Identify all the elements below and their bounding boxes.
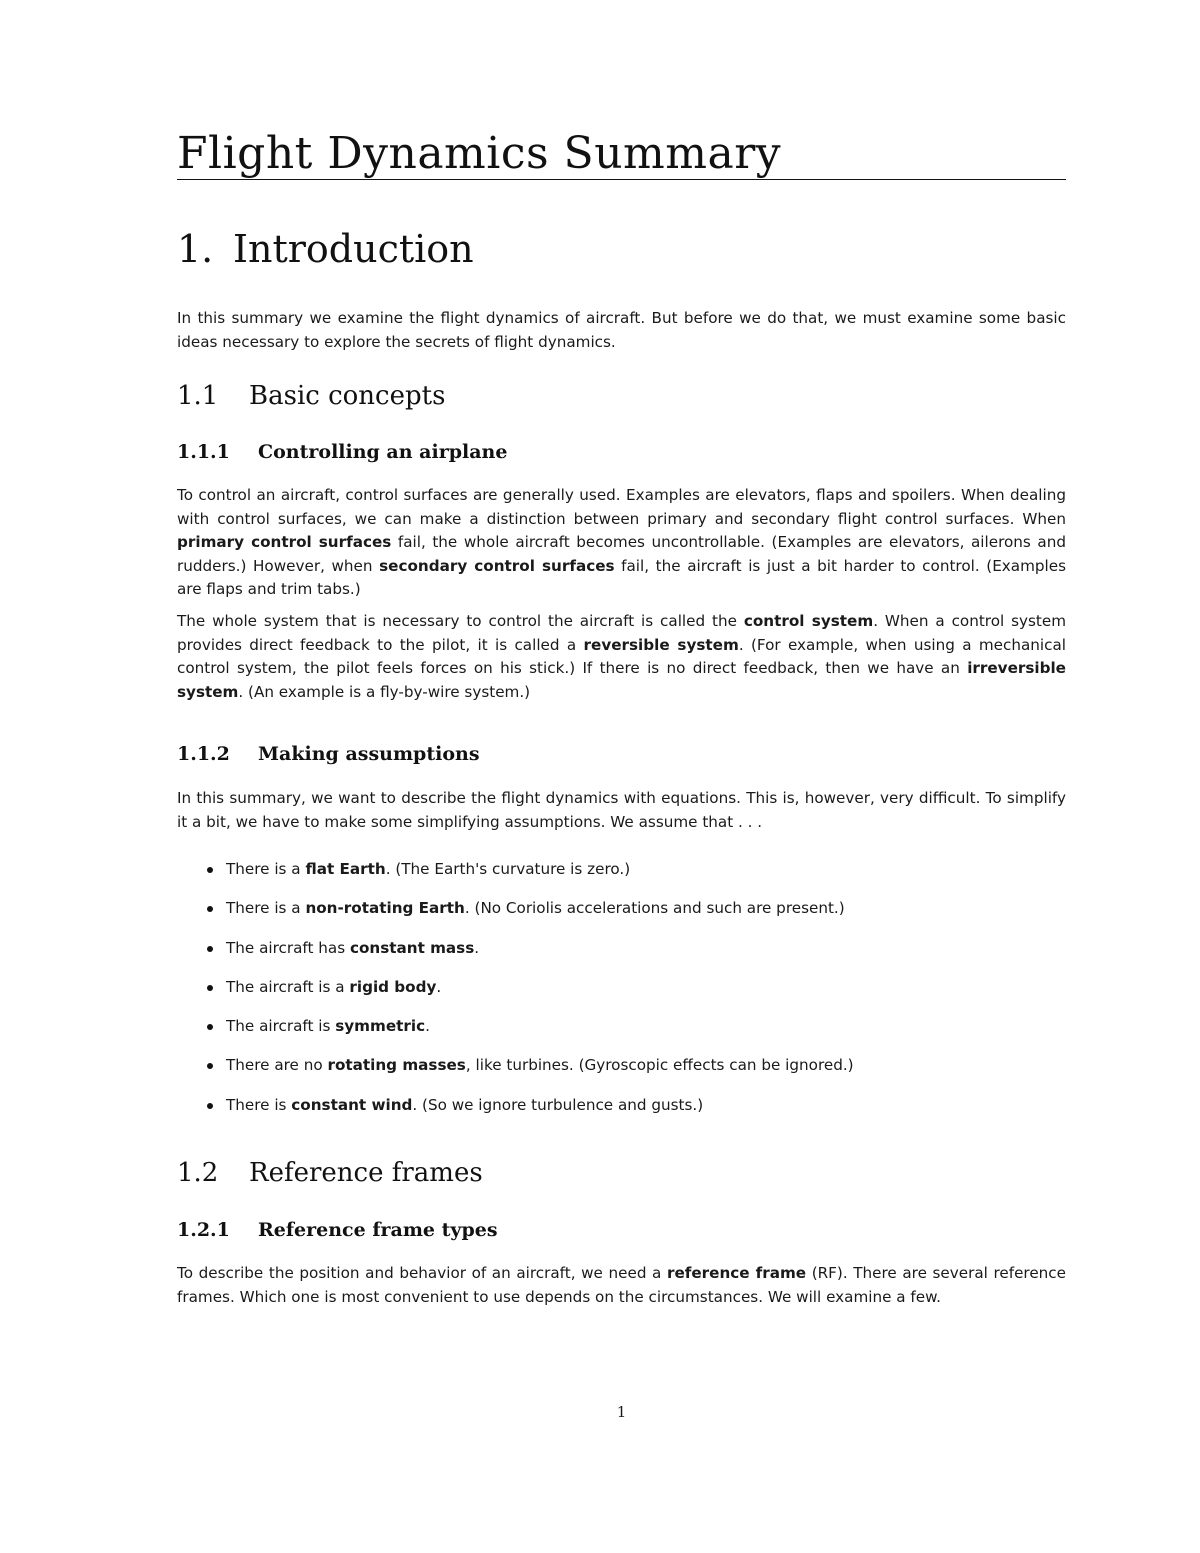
control-surfaces-paragraph (177, 484, 1066, 602)
term-irreversible-system: irreversible system (177, 659, 1066, 701)
bullet-icon (207, 867, 213, 873)
subsection-number: 1.1 (177, 381, 219, 411)
text-run: . (So we ignore turbulence and gusts.) (412, 1095, 704, 1114)
subsubsection-number: 1.1.2 (177, 743, 230, 765)
text-run: , like turbines. (Gyroscopic effects can be ignored.) (465, 1056, 854, 1075)
text-run: . (No Coriolis accelerations and such are present.) (464, 899, 845, 918)
text-run: There is a (226, 860, 306, 878)
subsection-heading-basic-concepts (177, 380, 445, 412)
term: symmetric (335, 1017, 426, 1036)
document-title: Flight Dynamics Summary (177, 126, 1066, 180)
page-number: 1 (616, 1403, 627, 1421)
term: flat Earth (305, 860, 386, 878)
bullet-icon (207, 946, 213, 952)
text-run: . When a control system provides direct feedback to the pilot, it is called a (177, 612, 1067, 654)
text-run: The aircraft is a (226, 977, 350, 996)
subsubsection-heading-assumptions (177, 742, 480, 766)
text-run: . (474, 938, 480, 957)
text-run: . (The Earth's curvature is zero.) (385, 860, 631, 878)
term-secondary-control-surfaces: secondary control surfaces (379, 556, 615, 575)
list-item (177, 936, 1066, 975)
text-run: . (425, 1017, 430, 1036)
subsubsection-heading-reference-frame-types (177, 1218, 498, 1242)
assumptions-list (177, 857, 1066, 1132)
subsection-heading-reference-frames (177, 1157, 483, 1189)
term: constant mass (349, 938, 475, 957)
term: rotating masses (327, 1056, 466, 1075)
subsection-number: 1.2 (177, 1158, 219, 1188)
document-page (177, 0, 1066, 1553)
text-run: The aircraft is (226, 1017, 336, 1036)
text-run: . (An example is a fly-by-wire system.) (238, 682, 531, 701)
text-run: fail, the aircraft is just a bit harder to control. (Examples are flaps and trim tabs.) (177, 556, 1066, 599)
list-item (177, 975, 1066, 1014)
bullet-icon (207, 985, 213, 991)
subsubsection-number: 1.2.1 (177, 1219, 230, 1241)
text-run: To control an aircraft, control surfaces are generally used. Examples are elevators, flaps and spoilers. When dealing with control surfaces, we can make a distinction between primary and secondary flight control surfaces. When (177, 486, 1066, 528)
subsubsection-title: Making assumptions (258, 743, 480, 765)
term-primary-control-surfaces: primary control surfaces (177, 533, 392, 552)
assumptions-intro-paragraph: In this summary, we want to describe the flight dynamics with equations. This is, however, very difficult. To simplify it a bit, we have to make some simplifying assumptions. We assume that . . . (177, 789, 1066, 831)
bullet-icon (207, 1103, 213, 1109)
subsubsection-title: Reference frame types (258, 1219, 498, 1241)
text-run: There is a (226, 899, 306, 918)
text-run: There are no (226, 1056, 328, 1075)
text-run: There is (226, 1095, 292, 1114)
text-run: fail, the whole aircraft becomes uncontrollable. (Examples are elevators, ailerons and rudders.) However, when (177, 533, 1066, 575)
subsubsection-heading-controlling (177, 440, 507, 464)
list-item (177, 1014, 1066, 1053)
term: rigid body (349, 977, 437, 996)
list-item (177, 1093, 1066, 1132)
term: constant wind (291, 1095, 413, 1114)
text-run: The whole system that is necessary to control the aircraft is called the (177, 612, 744, 630)
subsection-title: Reference frames (249, 1158, 483, 1188)
bullet-icon (207, 1063, 213, 1069)
term-reference-frame: reference frame (666, 1264, 807, 1282)
bullet-icon (207, 1024, 213, 1030)
section-number: 1. (177, 227, 214, 271)
control-system-paragraph (177, 610, 1066, 704)
text-run: The aircraft has (226, 938, 350, 957)
text-run: To describe the position and behavior of an aircraft, we need a (177, 1264, 667, 1282)
subsection-title: Basic concepts (249, 381, 446, 411)
term: non-rotating Earth (305, 899, 465, 918)
intro-paragraph: In this summary we examine the flight dynamics of aircraft. But before we do that, we must examine some basic ideas necessary to explore the secrets of flight dynamics. (177, 309, 1066, 351)
section-title: Introduction (233, 227, 474, 271)
reference-frame-paragraph (177, 1262, 1066, 1309)
section-heading-introduction (177, 226, 474, 272)
bullet-icon (207, 906, 213, 912)
term-control-system: control system (743, 612, 874, 630)
text-run: . (For example, when using a mechanical control system, the pilot feels forces on his stick.) If there is no direct feedback, then we have an (177, 635, 1067, 678)
text-run: (RF). There are several reference frames. Which one is most convenient to use depends on the circumstances. We will examine a few. (177, 1264, 1066, 1306)
list-item (177, 896, 1066, 935)
list-item (177, 1053, 1066, 1092)
text-run: . (436, 977, 442, 996)
subsubsection-title: Controlling an airplane (258, 441, 508, 463)
list-item (177, 857, 1066, 896)
term-reversible-system: reversible system (583, 635, 739, 654)
subsubsection-number: 1.1.1 (177, 441, 230, 463)
